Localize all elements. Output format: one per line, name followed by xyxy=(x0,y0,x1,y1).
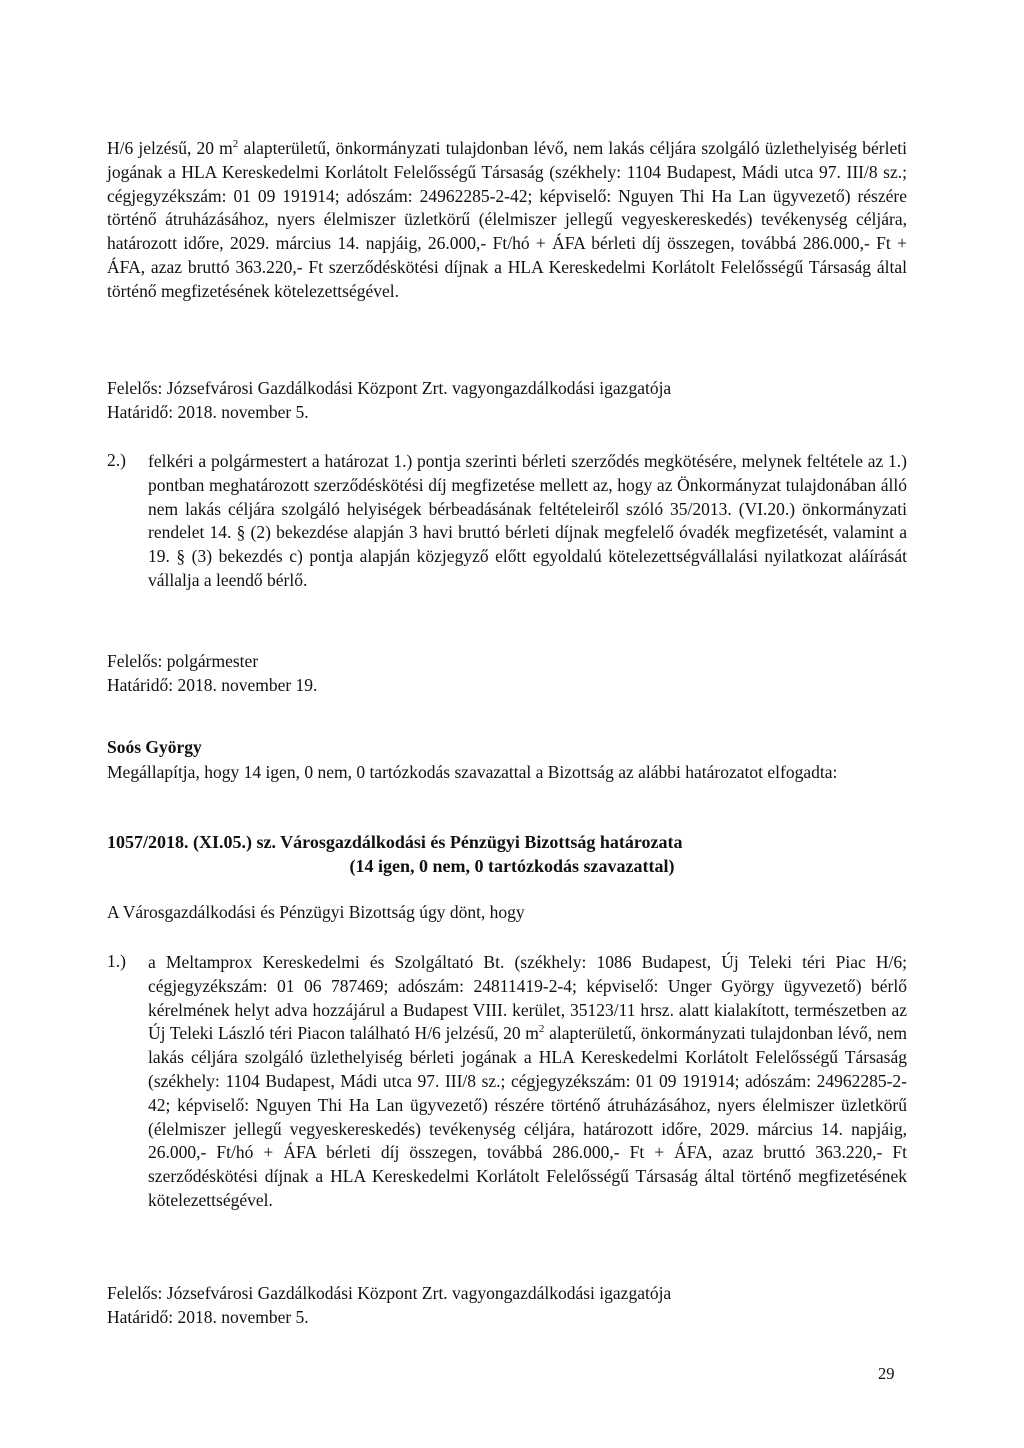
point-text: felkéri a polgármestert a határozat 1.) pontja szerinti bérleti szerződés megkötésére, melynek feltétele az 1.) pontban meghatározott szerződéskötési díj megfizetése mellett az, hogy az Önkormányzat tulajdonában álló nem lakás céljára szolgáló helyiségek bérbeadásának feltételeiről szóló 35/2013. (VI.20.) önkormányzati rendelet 14. § (2) bekezdése alapján 3 havi bruttó bérleti díjnak megfelelő óvadék megfizetését, valamint a 19. § (3) bekezdés c) pontja alapján közjegyző előtt egyoldalú kötelezettségvállalási nyilatkozat aláírását vállalja a leendő bérlő. xyxy=(148,451,907,590)
paragraph-h6-transfer xyxy=(107,137,907,304)
superscript: 2 xyxy=(232,138,239,151)
resolution-title: 1057/2018. (XI.05.) sz. Városgazdálkodási és Pénzügyi Bizottság határozata xyxy=(107,832,683,852)
point-number: 2.) xyxy=(107,450,126,470)
responsible-line: Felelős: Józsefvárosi Gazdálkodási Központ Zrt. vagyongazdálkodási igazgatója xyxy=(107,378,672,398)
resolution-vote: (14 igen, 0 nem, 0 tartózkodás szavazattal) xyxy=(349,856,675,876)
responsible-line: Felelős: polgármester xyxy=(107,651,259,671)
paragraph-text: a Meltamprox Kereskedelmi és Szolgáltató Bt. (székhely: 1086 Budapest, Új Teleki téri Piac H/6; cégjegyzékszám: 01 06 787469; adószám: 24811419-2-4; képviselő: Unger György ügyvezető) bérlő kérelmének helyt adva hozzájárul a Budapest VIII. kerület, 35123/11 hrsz. alatt kialakított, természetben az Új Teleki László téri Piacon található H/6 jelzésű, 20 m xyxy=(148,952,907,1044)
point-number: 1.) xyxy=(107,951,126,971)
paragraph-text: alapterületű, önkormányzati tulajdonban lévő, nem lakás céljára szolgáló üzlethelyiség bérleti jogának a HLA Kereskedelmi Korlátolt Felelősségű Társaság (székhely: 1104 Budapest, Mádi utca 97. III/8 sz.; cégjegyzékszám: 01 09 191914; adószám: 24962285-2-42; képviselő: Nguyen Thi Ha Lan ügyvezető) részére történő átruházásához, nyers élelmiszer üzletkörű (élelmiszer jellegű vegyeskereskedés) tevékenység céljára, határozott időre, 2029. március 14. napjáig, 26.000,- Ft/hó + ÁFA bérleti díj összegen, továbbá 286.000,- Ft + ÁFA, azaz bruttó 363.220,- Ft szerződéskötési díjnak a HLA Kereskedelmi Korlátolt Felelősségű Társaság által történő megfizetésének kötelezettségével. xyxy=(148,1023,907,1210)
decision-intro: A Városgazdálkodási és Pénzügyi Bizottság úgy dönt, hogy xyxy=(107,902,525,922)
superscript: 2 xyxy=(538,1023,545,1036)
deadline-line: Határidő: 2018. november 5. xyxy=(107,1307,309,1327)
paragraph-text: H/6 jelzésű, 20 m xyxy=(107,138,233,158)
point-text xyxy=(148,951,907,1213)
deadline-line: Határidő: 2018. november 5. xyxy=(107,402,309,422)
responsible-line: Felelős: Józsefvárosi Gazdálkodási Központ Zrt. vagyongazdálkodási igazgatója xyxy=(107,1283,672,1303)
page-number: 29 xyxy=(878,1364,895,1383)
speaker-name: Soós György xyxy=(107,737,202,757)
paragraph-text: alapterületű, önkormányzati tulajdonban lévő, nem lakás céljára szolgáló üzlethelyiség bérleti jogának a HLA Kereskedelmi Korlátolt Felelősségű Társaság (székhely: 1104 Budapest, Mádi utca 97. III/8 sz.; cégjegyzékszám: 01 09 191914; adószám: 24962285-2-42; képviselő: Nguyen Thi Ha Lan ügyvezető) részére történő átruházásához, nyers élelmiszer üzletkörű (élelmiszer jellegű vegyeskereskedés) tevékenység céljára, határozott időre, 2029. március 14. napjáig, 26.000,- Ft/hó + ÁFA bérleti díj összegen, továbbá 286.000,- Ft + ÁFA, azaz bruttó 363.220,- Ft szerződéskötési díjnak a HLA Kereskedelmi Korlátolt Felelősségű Társaság által történő megfizetésének kötelezettségével. xyxy=(107,138,907,301)
vote-statement: Megállapítja, hogy 14 igen, 0 nem, 0 tartózkodás szavazattal a Bizottság az alábbi határozatot elfogadta: xyxy=(107,762,838,782)
deadline-line: Határidő: 2018. november 19. xyxy=(107,675,318,695)
